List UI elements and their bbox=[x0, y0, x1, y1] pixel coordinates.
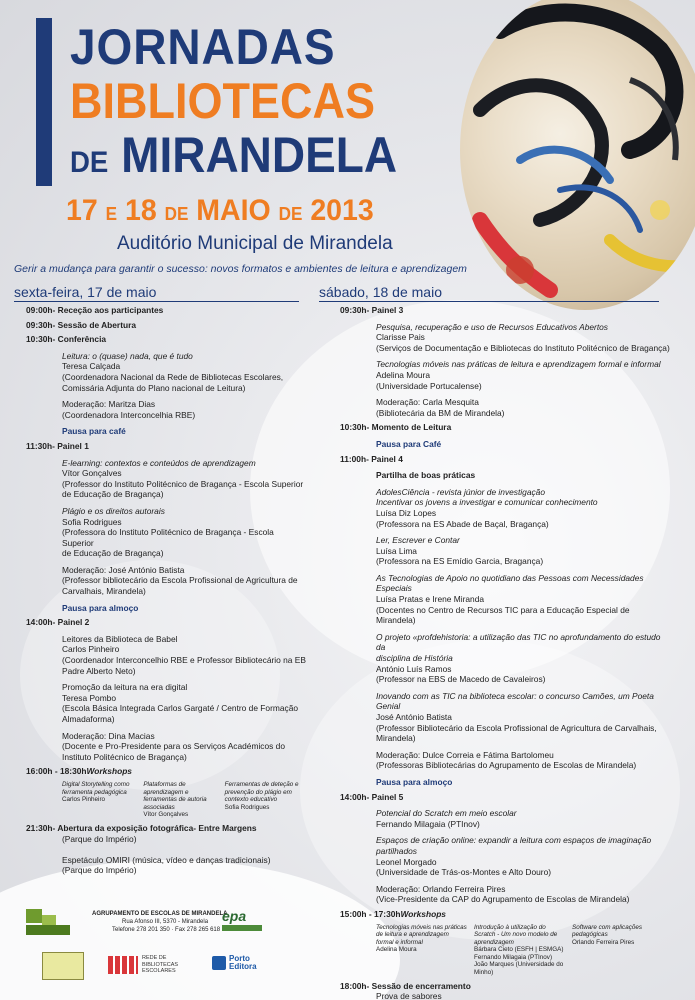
date-month: MAIO bbox=[196, 194, 271, 227]
workshop-item bbox=[143, 781, 224, 819]
session-time: 09:00h bbox=[26, 305, 53, 315]
venue: Auditório Municipal de Mirandela bbox=[117, 233, 393, 254]
talk-block bbox=[376, 535, 670, 567]
workshop-title: Plataformas de aprendizagem e ferramentas de autoria associadas bbox=[143, 780, 207, 811]
workshop-presenter: Fernando Milagaia (PTInov) bbox=[474, 953, 553, 961]
workshop-title: Ferramentas de deteção e prevenção do plágio em contexto educativo bbox=[224, 780, 299, 804]
talk-line: Moderação: José António Batista bbox=[62, 564, 185, 575]
date-de: DE bbox=[164, 204, 189, 224]
talk-line: de Educação de Bragança) bbox=[62, 489, 164, 500]
programme-time-row bbox=[26, 823, 306, 834]
talk-block bbox=[376, 691, 670, 744]
session-time: 10:30h bbox=[26, 334, 53, 345]
session-time: 16:00h - 18:30h bbox=[26, 766, 87, 777]
programme-item bbox=[26, 305, 306, 316]
workshop-presenter: Adelina Moura bbox=[376, 946, 417, 954]
talk-line: Moderação: Dulce Correia e Fátima Bartolomeu bbox=[376, 749, 554, 760]
talk-line: (Universidade Portucalense) bbox=[376, 380, 482, 391]
talk-line: Almadaforma) bbox=[62, 714, 115, 724]
friday-heading: sexta-feira, 17 de maio bbox=[14, 284, 157, 300]
talk-line: (Professora na ES Emídio Garcia, Bragança) bbox=[376, 556, 544, 567]
talk-line: (Professora na ES Abade de Baçal, Bragança) bbox=[376, 518, 549, 529]
talk-title: Potencial do Scratch em meio escolar bbox=[376, 808, 517, 819]
rbe-text-3: ESCOLARES bbox=[142, 968, 176, 974]
session-title: - Painel 3 bbox=[366, 305, 404, 315]
talk-line: Promoção da leitura na era digital bbox=[62, 682, 188, 693]
programme-item bbox=[26, 766, 306, 819]
programme-item bbox=[340, 305, 670, 418]
workshop-presenter: Orlando Ferreira Pires bbox=[572, 938, 635, 946]
talk-line: Teresa Pombo bbox=[62, 692, 116, 703]
session-title: - Painel 5 bbox=[366, 791, 404, 802]
session-time: 14:00h bbox=[340, 791, 367, 802]
porto-editora-logo bbox=[212, 955, 257, 971]
rbe-text-1: REDE DE bbox=[142, 955, 167, 961]
talk-title: Espaços de criação online: expandir a leitura com espaços de imaginação bbox=[376, 835, 652, 846]
talk-block bbox=[376, 573, 670, 626]
talk-block bbox=[62, 351, 306, 393]
talk-block bbox=[376, 750, 670, 771]
talk-block bbox=[376, 359, 670, 391]
session-title: - Painel 1 bbox=[52, 440, 89, 451]
painting-illustration bbox=[460, 0, 695, 310]
workshop-presenter: Carlos Pinheiro bbox=[62, 796, 106, 804]
school-group-name: AGRUPAMENTO DE ESCOLAS DE MIRANDELA bbox=[92, 911, 228, 917]
workshop-presenter: Sofia Rodrigues bbox=[224, 803, 270, 811]
talk-line: (Universidade de Trás-os-Montes e Alto Douro) bbox=[376, 867, 552, 878]
programme-item bbox=[26, 823, 306, 876]
talk-line: (Serviços de Documentação e Bibliotecas do Instituto Politécnico de Bragança) bbox=[376, 342, 670, 353]
theme: Gerir a mudança para garantir o sucesso: novos formatos e ambientes de leitura e aprendizagem bbox=[14, 263, 467, 275]
talk-block bbox=[62, 458, 306, 500]
talk-title: As Tecnologias de Apoio no quotidiano das Pessoas com Necessidades Especiais bbox=[376, 572, 644, 594]
talk-line: Moderação: Carla Mesquita bbox=[376, 397, 479, 408]
title-prefix: DE bbox=[70, 146, 109, 179]
talk-title: Ler, Escrever e Contar bbox=[376, 535, 460, 546]
talk-line: Leitores da Biblioteca de Babel bbox=[62, 633, 178, 644]
date-day-2: 18 bbox=[124, 194, 157, 227]
workshop-title: Introdução à utilização do Scratch - Um novo modelo de aprendizagem bbox=[474, 923, 558, 946]
break-label: Pausa para almoço bbox=[62, 602, 139, 613]
programme-item bbox=[26, 617, 306, 762]
talk-line: (Vice-Presidente da CAP do Agrupamento de Escolas de Mirandela) bbox=[376, 894, 630, 905]
talk-line: Luísa Diz Lopes bbox=[376, 507, 437, 518]
talk-line: (Professoras Bibliotecárias do Agrupamento de Escolas de Mirandela) bbox=[376, 760, 637, 771]
school-group-address: Rua Afonso III, 5370 - Mirandela bbox=[122, 919, 209, 925]
talk-block bbox=[62, 682, 306, 724]
workshop-list bbox=[376, 924, 670, 977]
saturday-programme bbox=[340, 301, 670, 1000]
session-title: - Receção aos participantes bbox=[52, 305, 164, 315]
talk-title: Tecnologias móveis nas práticas de leitura e aprendizagem formal e informal bbox=[376, 359, 661, 370]
talk-line: Comissária Adjunta do Plano nacional de Leitura) bbox=[62, 382, 246, 393]
programme-time-row bbox=[26, 766, 306, 777]
programme-item bbox=[340, 792, 670, 905]
talk-line: (Docente e Pro-Presidente para os Serviços Académicos do bbox=[62, 741, 285, 752]
talk-block bbox=[62, 634, 306, 676]
session-time: 21:30h bbox=[26, 822, 53, 833]
session-time: 11:00h bbox=[340, 453, 367, 464]
talk-line: António Luís Ramos bbox=[376, 663, 452, 674]
session-time: 09:30h bbox=[340, 305, 367, 315]
session-title: Workshops bbox=[86, 766, 132, 777]
programme-time-row bbox=[340, 422, 670, 433]
session-title: - Momento de Leitura bbox=[366, 422, 452, 433]
programme-time-row bbox=[26, 617, 306, 628]
porto-text-2: Editora bbox=[229, 962, 257, 971]
talk-block bbox=[376, 808, 670, 829]
talk-title: O projeto «profdehistoria: a utilização das TIC no aprofundamento do estudo da bbox=[376, 631, 661, 653]
talk-line: Teresa Calçada bbox=[62, 361, 121, 372]
break-label: Pausa para almoço bbox=[376, 776, 453, 787]
talk-title: Plágio e os direitos autorais bbox=[62, 505, 165, 516]
talk-line: Moderação: Orlando Ferreira Pires bbox=[376, 883, 506, 894]
talk-line: (Professor na EBS de Macedo de Cavaleiros) bbox=[376, 674, 546, 685]
talk-line: (Escola Básica Integrada Carlos Gargaté / Centro de Formação bbox=[62, 703, 299, 714]
talk-line: Carlos Pinheiro bbox=[62, 644, 120, 655]
talk-line: Padre Alberto Neto) bbox=[62, 665, 136, 676]
talk-block bbox=[376, 487, 670, 529]
session-title: - Painel 2 bbox=[52, 617, 90, 628]
talk-title: AdolesCiência - revista júnior de investigação bbox=[376, 486, 545, 497]
talk-title: Inovando com as TIC na biblioteca escolar: o concurso Camões, um Poeta Genial bbox=[376, 690, 654, 712]
session-time: 11:30h bbox=[26, 440, 53, 451]
talk-block bbox=[62, 506, 306, 559]
workshop-title: Software com aplicações pedagógicas bbox=[572, 923, 642, 939]
session-title: - Sessão de encerramento bbox=[366, 980, 471, 991]
break-label: Pausa para café bbox=[62, 426, 126, 437]
talk-title: E-learning: contextos e conteúdos de aprendizagem bbox=[62, 457, 256, 468]
workshop-presenter: Vítor Gonçalves bbox=[143, 811, 189, 819]
workshop-item bbox=[376, 924, 474, 977]
school-group-info bbox=[92, 910, 232, 934]
talk-block bbox=[376, 397, 670, 418]
talk-line: (Coordenadora Interconcelhia RBE) bbox=[62, 409, 196, 420]
talk-block bbox=[376, 322, 670, 354]
talk-title: Pesquisa, recuperação e uso de Recursos Educativos Abertos bbox=[376, 321, 608, 332]
programme-item bbox=[26, 334, 306, 437]
talk-line: José António Batista bbox=[376, 712, 452, 722]
programme-time-row bbox=[340, 909, 670, 920]
session-time: 14:00h bbox=[26, 617, 53, 628]
epa-logo-text: epa bbox=[222, 908, 247, 924]
school-group-phone: Telefone 278 201 350 · Fax 278 265 618 bbox=[112, 927, 221, 933]
talk-line: Carvalhais, Mirandela) bbox=[62, 586, 146, 597]
workshop-list bbox=[62, 781, 306, 819]
title-line-1: JORNADAS bbox=[70, 19, 336, 75]
talk-heading: Partilha de boas práticas bbox=[376, 470, 476, 481]
talk-title: Incentivar os jovens a investigar e comunicar conhecimento bbox=[376, 497, 598, 508]
session-title: - Sessão de Abertura bbox=[52, 319, 137, 330]
date-day-1: 17 bbox=[66, 194, 98, 227]
programme-item bbox=[26, 320, 306, 331]
session-time: 09:30h bbox=[26, 319, 53, 330]
session-time: 18:00h bbox=[340, 980, 367, 991]
talk-line: Luísa Lima bbox=[376, 545, 417, 556]
workshop-item bbox=[225, 781, 306, 819]
plain-line: Espetáculo OMIRI (música, vídeo e danças tradicionais) bbox=[62, 854, 271, 865]
title-city: MIRANDELA bbox=[121, 127, 398, 183]
saturday-heading: sábado, 18 de maio bbox=[319, 284, 442, 300]
talk-title: disciplina de História bbox=[376, 653, 453, 664]
plain-line: (Parque do Império) bbox=[62, 833, 137, 844]
session-title: - Conferência bbox=[52, 334, 107, 345]
talk-line: Vítor Gonçalves bbox=[62, 468, 122, 479]
date-conj: E bbox=[105, 204, 118, 224]
talk-title: partilhados bbox=[376, 845, 417, 856]
talk-block bbox=[376, 470, 670, 481]
talk-line: (Bibliotecária da BM de Mirandela) bbox=[376, 407, 505, 418]
talk-line: Moderação: Maritza Dias bbox=[62, 399, 156, 410]
date-de: DE bbox=[278, 204, 303, 224]
friday-programme bbox=[26, 301, 306, 876]
workshop-presenter: João Marques (Universidade do Minho) bbox=[474, 961, 564, 977]
partner-logo bbox=[42, 952, 84, 980]
talk-block bbox=[376, 835, 670, 877]
epa-logo bbox=[222, 908, 272, 938]
rbe-text-2: BIBLIOTECAS bbox=[142, 961, 179, 968]
talk-line: Adelina Moura bbox=[376, 369, 431, 380]
plain-line: (Parque do Império) bbox=[62, 865, 137, 876]
programme-time-row bbox=[340, 305, 670, 316]
session-time: 15:00h - 17:30h bbox=[340, 908, 401, 919]
talk-line: de Educação de Bragança) bbox=[62, 548, 164, 559]
programme-time-row bbox=[340, 981, 670, 992]
session-title: - Abertura da exposição fotográfica- Entre Margens bbox=[52, 822, 257, 833]
programme-time-row bbox=[26, 334, 306, 345]
talk-line: (Coordenador Interconcelhio RBE e Professor Bibliotecário na EB bbox=[62, 655, 306, 666]
break-label: Pausa para Café bbox=[376, 438, 442, 449]
programme-item bbox=[340, 981, 670, 1000]
session-title: Workshops bbox=[400, 908, 446, 919]
talk-block bbox=[62, 731, 306, 763]
programme-time-row bbox=[26, 441, 306, 452]
talk-line: Mirandela) bbox=[376, 733, 416, 744]
programme-time-row bbox=[340, 792, 670, 803]
programme-time-row bbox=[26, 320, 306, 331]
programme-item bbox=[340, 909, 670, 977]
talk-line: Sofia Rodrigues bbox=[62, 516, 122, 527]
workshop-item bbox=[62, 781, 143, 819]
talk-line: Fernando Milagaia (PTInov) bbox=[376, 818, 480, 829]
talk-line: (Professor do Instituto Politécnico de Bragança - Escola Superior bbox=[62, 478, 304, 489]
workshop-presenter: Bárbara Cieto (ESFH | ESMGA) bbox=[474, 946, 564, 954]
programme-item bbox=[340, 454, 670, 788]
workshop-title: Digital Storytelling como ferramenta pedagógica bbox=[62, 780, 130, 796]
rbe-logo bbox=[108, 955, 178, 975]
talk-line: Instituto Politécnico de Bragança) bbox=[62, 751, 187, 762]
talk-line: Clarisse Pais bbox=[376, 332, 425, 343]
talk-line: (Professora do Instituto Politécnico de Bragança - Escola Superior bbox=[62, 527, 274, 548]
talk-block bbox=[62, 399, 306, 420]
workshop-item bbox=[572, 924, 670, 977]
talk-block bbox=[376, 632, 670, 685]
plain-line bbox=[62, 844, 306, 855]
session-time: 10:30h bbox=[340, 422, 367, 433]
talk-line: (Professor Bibliotecário da Escola Profissional de Agricultura de Carvalhais, bbox=[376, 722, 657, 733]
talk-line: Moderação: Dina Macias bbox=[62, 730, 155, 741]
talk-line: Leonel Morgado bbox=[376, 856, 437, 867]
talk-line: (Docentes no Centro de Recursos TIC para a Educação Especial de Mirandela) bbox=[376, 604, 630, 626]
mirandela-logo bbox=[24, 907, 74, 937]
title-line-2: BIBLIOTECAS bbox=[70, 73, 376, 129]
talk-line: (Professor bibliotecário da Escola Profissional de Agricultura de bbox=[62, 575, 298, 586]
plain-line: Prova de sabores bbox=[376, 991, 442, 1000]
date-year: 2013 bbox=[310, 194, 374, 227]
event-date bbox=[66, 194, 374, 228]
title-roman-numeral-bar bbox=[36, 18, 52, 186]
programme-time-row bbox=[340, 454, 670, 465]
talk-block bbox=[376, 884, 670, 905]
programme-item bbox=[26, 441, 306, 613]
talk-line: (Coordenadora Nacional da Rede de Bibliotecas Escolares, bbox=[62, 371, 284, 382]
talk-block bbox=[62, 565, 306, 597]
workshop-item bbox=[474, 924, 572, 977]
porto-text-1: Porto bbox=[229, 954, 250, 963]
programme-item bbox=[340, 422, 670, 449]
session-title: - Painel 4 bbox=[366, 453, 403, 464]
programme-time-row bbox=[26, 305, 306, 316]
talk-title: Leitura: o (quase) nada, que é tudo bbox=[62, 350, 193, 361]
talk-line: Luísa Pratas e Irene Miranda bbox=[376, 594, 485, 605]
workshop-title: Tecnologias móveis nas práticas de leitura e aprendizagem formal e informal bbox=[376, 923, 467, 946]
title-line-3 bbox=[70, 127, 398, 183]
